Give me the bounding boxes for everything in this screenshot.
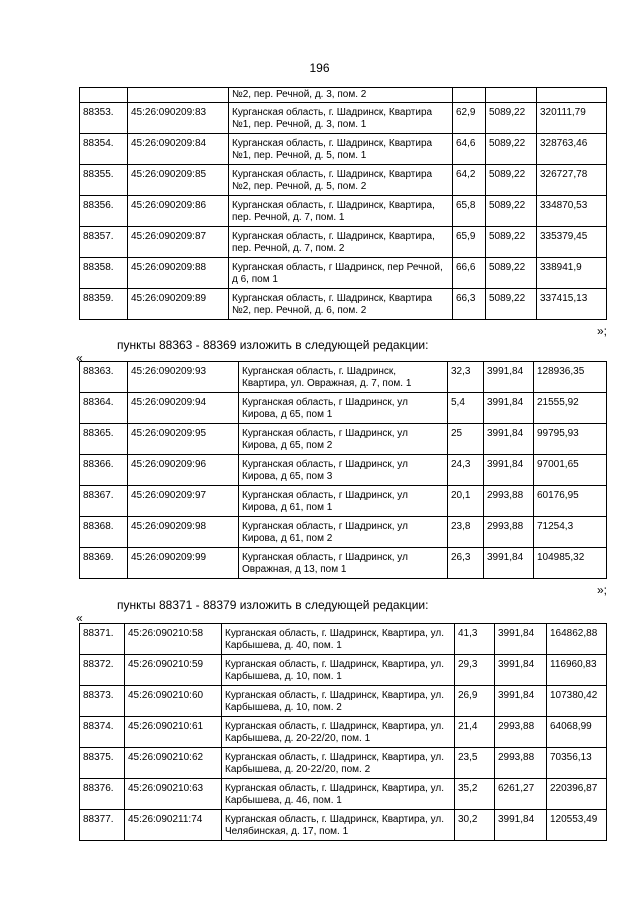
cell-area: 5,4 — [448, 393, 484, 424]
cell-number — [80, 88, 128, 103]
cell-area: 29,3 — [455, 655, 495, 686]
cell-number: 88356. — [80, 196, 128, 227]
cell-address: Курганская область, г Шадринск, ул Овражная, д 13, пом 1 — [239, 548, 448, 579]
cell-total: 337415,13 — [537, 289, 607, 320]
cell-address: Курганская область, г. Шадринск, Квартира, ул. Карбышева, д. 20-22/20, пом. 1 — [222, 717, 455, 748]
cell-number: 88358. — [80, 258, 128, 289]
cell-area: 24,3 — [448, 455, 484, 486]
cell-address: Курганская область, г Шадринск, ул Кирова, д 65, пом 1 — [239, 393, 448, 424]
cell-address: Курганская область, г Шадринск, ул Кирова, д 61, пом 1 — [239, 486, 448, 517]
cell-price: 3991,84 — [484, 455, 534, 486]
cell-total: 64068,99 — [547, 717, 607, 748]
cell-number: 88377. — [80, 810, 125, 841]
cell-total: 335379,45 — [537, 227, 607, 258]
cell-area: 23,5 — [455, 748, 495, 779]
cell-number: 88368. — [80, 517, 128, 548]
table-row — [80, 779, 607, 810]
cell-price: 2993,88 — [495, 717, 547, 748]
cell-price: 5089,22 — [486, 227, 537, 258]
table-row — [80, 196, 607, 227]
cell-number: 88369. — [80, 548, 128, 579]
table-row — [80, 748, 607, 779]
cell-total: 334870,53 — [537, 196, 607, 227]
table-row — [80, 548, 607, 579]
cell-number: 88359. — [80, 289, 128, 320]
cell-area: 66,6 — [453, 258, 486, 289]
cell-area: 66,3 — [453, 289, 486, 320]
cell-total: 338941,9 — [537, 258, 607, 289]
cell-address: Курганская область, г. Шадринск, Квартира, ул. Овражная, д. 7, пом. 1 — [239, 362, 448, 393]
amendment-paragraph-1: пункты 88363 - 88369 изложить в следующей редакции: — [117, 338, 429, 352]
cell-cadastral: 45:26:090209:94 — [128, 393, 239, 424]
cell-price: 3991,84 — [495, 655, 547, 686]
table-row — [80, 227, 607, 258]
table-3-body — [80, 624, 607, 841]
cell-price: 5089,22 — [486, 103, 537, 134]
amendment-paragraph-2: пункты 88371 - 88379 изложить в следующей редакции: — [117, 598, 429, 612]
cell-area: 21,4 — [455, 717, 495, 748]
table-row — [80, 289, 607, 320]
table-row — [80, 165, 607, 196]
cell-price: 3991,84 — [495, 810, 547, 841]
cell-address: Курганская область, г. Шадринск, Квартира, ул. Карбышева, д. 10, пом. 2 — [222, 686, 455, 717]
cell-number: 88364. — [80, 393, 128, 424]
cell-area: 62,9 — [453, 103, 486, 134]
cell-area: 23,8 — [448, 517, 484, 548]
cell-address: Курганская область, г. Шадринск, Квартира №1, пер. Речной, д. 5, пом. 1 — [229, 134, 453, 165]
cell-number: 88357. — [80, 227, 128, 258]
table-row — [80, 134, 607, 165]
table-row — [80, 655, 607, 686]
cell-total: 326727,78 — [537, 165, 607, 196]
cell-address: Курганская область, г. Шадринск, Квартира №1, пер. Речной, д. 3, пом. 1 — [229, 103, 453, 134]
cell-total: 164862,88 — [547, 624, 607, 655]
cell-address: Курганская область, г. Шадринск, Квартира №2, пер. Речной, д. 5, пом. 2 — [229, 165, 453, 196]
cell-number: 88355. — [80, 165, 128, 196]
table-row — [80, 686, 607, 717]
cell-price: 2993,88 — [484, 486, 534, 517]
cell-number: 88366. — [80, 455, 128, 486]
cell-address: Курганская область, г. Шадринск, Квартира №2, пер. Речной, д. 6, пом. 2 — [229, 289, 453, 320]
cell-area: 25 — [448, 424, 484, 455]
cell-address: Курганская область, г Шадринск, пер Речной, д 6, пом 1 — [229, 258, 453, 289]
cell-address: Курганская область, г. Шадринск, Квартира, пер. Речной, д. 7, пом. 1 — [229, 196, 453, 227]
cell-cadastral: 45:26:090209:93 — [128, 362, 239, 393]
cell-area: 65,9 — [453, 227, 486, 258]
cell-cadastral: 45:26:090209:97 — [128, 486, 239, 517]
cell-cadastral: 45:26:090209:88 — [128, 258, 229, 289]
cell-cadastral: 45:26:090209:86 — [128, 196, 229, 227]
cell-number: 88376. — [80, 779, 125, 810]
cell-price: 3991,84 — [484, 362, 534, 393]
table-row — [80, 717, 607, 748]
cell-cadastral: 45:26:090210:61 — [125, 717, 222, 748]
cell-address: №2, пер. Речной, д. 3, пом. 2 — [229, 88, 453, 103]
table-row — [80, 810, 607, 841]
cell-number: 88372. — [80, 655, 125, 686]
cell-address: Курганская область, г Шадринск, ул Кирова, д 65, пом 3 — [239, 455, 448, 486]
cell-address: Курганская область, г Шадринск, ул Кирова, д 65, пом 2 — [239, 424, 448, 455]
cell-cadastral: 45:26:090210:59 — [125, 655, 222, 686]
cell-area: 65,8 — [453, 196, 486, 227]
cell-address: Курганская область, г. Шадринск, Квартира, ул. Карбышева, д. 46, пом. 1 — [222, 779, 455, 810]
cell-total: 328763,46 — [537, 134, 607, 165]
table-2-body — [80, 362, 607, 579]
cell-total: 71254,3 — [534, 517, 607, 548]
cell-area: 64,6 — [453, 134, 486, 165]
cell-total: 107380,42 — [547, 686, 607, 717]
cell-price: 6261,27 — [495, 779, 547, 810]
cell-address: Курганская область, г Шадринск, ул Кирова, д 61, пом 2 — [239, 517, 448, 548]
cell-cadastral: 45:26:090209:85 — [128, 165, 229, 196]
cell-total — [537, 88, 607, 103]
cell-cadastral: 45:26:090209:98 — [128, 517, 239, 548]
cell-cadastral: 45:26:090209:95 — [128, 424, 239, 455]
cell-number: 88375. — [80, 748, 125, 779]
cell-price: 3991,84 — [495, 624, 547, 655]
cell-total: 128936,35 — [534, 362, 607, 393]
cell-price: 3991,84 — [495, 686, 547, 717]
cell-number: 88373. — [80, 686, 125, 717]
closing-quote-mark: »; — [596, 324, 607, 338]
cell-address: Курганская область, г. Шадринск, Квартира, ул. Карбышева, д. 40, пом. 1 — [222, 624, 455, 655]
cell-number: 88353. — [80, 103, 128, 134]
cell-area: 20,1 — [448, 486, 484, 517]
property-table-3 — [79, 623, 607, 841]
cell-cadastral: 45:26:090210:58 — [125, 624, 222, 655]
cell-area: 30,2 — [455, 810, 495, 841]
table-row-continued — [80, 88, 607, 103]
cell-total: 116960,83 — [547, 655, 607, 686]
cell-cadastral: 45:26:090209:87 — [128, 227, 229, 258]
cell-number: 88365. — [80, 424, 128, 455]
cell-cadastral: 45:26:090209:84 — [128, 134, 229, 165]
opening-quote-mark: « — [76, 351, 83, 365]
cell-cadastral — [128, 88, 229, 103]
cell-price: 5089,22 — [486, 258, 537, 289]
cell-price: 2993,88 — [484, 517, 534, 548]
cell-total: 21555,92 — [534, 393, 607, 424]
table-row — [80, 424, 607, 455]
cell-price: 3991,84 — [484, 393, 534, 424]
cell-total: 97001,65 — [534, 455, 607, 486]
cell-number: 88354. — [80, 134, 128, 165]
cell-total: 220396,87 — [547, 779, 607, 810]
table-row — [80, 517, 607, 548]
cell-price: 5089,22 — [486, 165, 537, 196]
cell-area — [453, 88, 486, 103]
closing-quote-mark-2: »; — [596, 583, 607, 597]
cell-area: 32,3 — [448, 362, 484, 393]
cell-address: Курганская область, г. Шадринск, Квартира, пер. Речной, д. 7, пом. 2 — [229, 227, 453, 258]
cell-price: 3991,84 — [484, 548, 534, 579]
cell-price — [486, 88, 537, 103]
cell-price: 5089,22 — [486, 196, 537, 227]
cell-area: 26,3 — [448, 548, 484, 579]
table-row — [80, 486, 607, 517]
table-row — [80, 624, 607, 655]
property-table-2 — [79, 361, 607, 579]
cell-area: 41,3 — [455, 624, 495, 655]
opening-quote-mark-2: « — [76, 611, 83, 625]
cell-cadastral: 45:26:090209:99 — [128, 548, 239, 579]
cell-price: 5089,22 — [486, 134, 537, 165]
cell-number: 88363. — [80, 362, 128, 393]
page-number: 196 — [309, 61, 330, 75]
cell-cadastral: 45:26:090209:83 — [128, 103, 229, 134]
cell-number: 88371. — [80, 624, 125, 655]
table-row — [80, 455, 607, 486]
cell-address: Курганская область, г. Шадринск, Квартира, ул. Челябинская, д. 17, пом. 1 — [222, 810, 455, 841]
cell-address: Курганская область, г. Шадринск, Квартира, ул. Карбышева, д. 20-22/20, пом. 2 — [222, 748, 455, 779]
cell-price: 5089,22 — [486, 289, 537, 320]
cell-cadastral: 45:26:090209:96 — [128, 455, 239, 486]
cell-area: 64,2 — [453, 165, 486, 196]
table-row — [80, 103, 607, 134]
cell-total: 104985,32 — [534, 548, 607, 579]
cell-price: 2993,88 — [495, 748, 547, 779]
table-row — [80, 362, 607, 393]
cell-total: 120553,49 — [547, 810, 607, 841]
cell-total: 70356,13 — [547, 748, 607, 779]
cell-total: 99795,93 — [534, 424, 607, 455]
cell-area: 35,2 — [455, 779, 495, 810]
cell-cadastral: 45:26:090211:74 — [125, 810, 222, 841]
table-row — [80, 258, 607, 289]
cell-cadastral: 45:26:090210:60 — [125, 686, 222, 717]
cell-number: 88367. — [80, 486, 128, 517]
cell-price: 3991,84 — [484, 424, 534, 455]
table-1-body — [80, 88, 607, 320]
cell-cadastral: 45:26:090209:89 — [128, 289, 229, 320]
cell-number: 88374. — [80, 717, 125, 748]
property-table-1 — [79, 87, 607, 320]
cell-area: 26,9 — [455, 686, 495, 717]
cell-cadastral: 45:26:090210:63 — [125, 779, 222, 810]
cell-total: 320111,79 — [537, 103, 607, 134]
cell-total: 60176,95 — [534, 486, 607, 517]
cell-address: Курганская область, г. Шадринск, Квартира, ул. Карбышева, д. 10, пом. 1 — [222, 655, 455, 686]
table-row — [80, 393, 607, 424]
cell-cadastral: 45:26:090210:62 — [125, 748, 222, 779]
